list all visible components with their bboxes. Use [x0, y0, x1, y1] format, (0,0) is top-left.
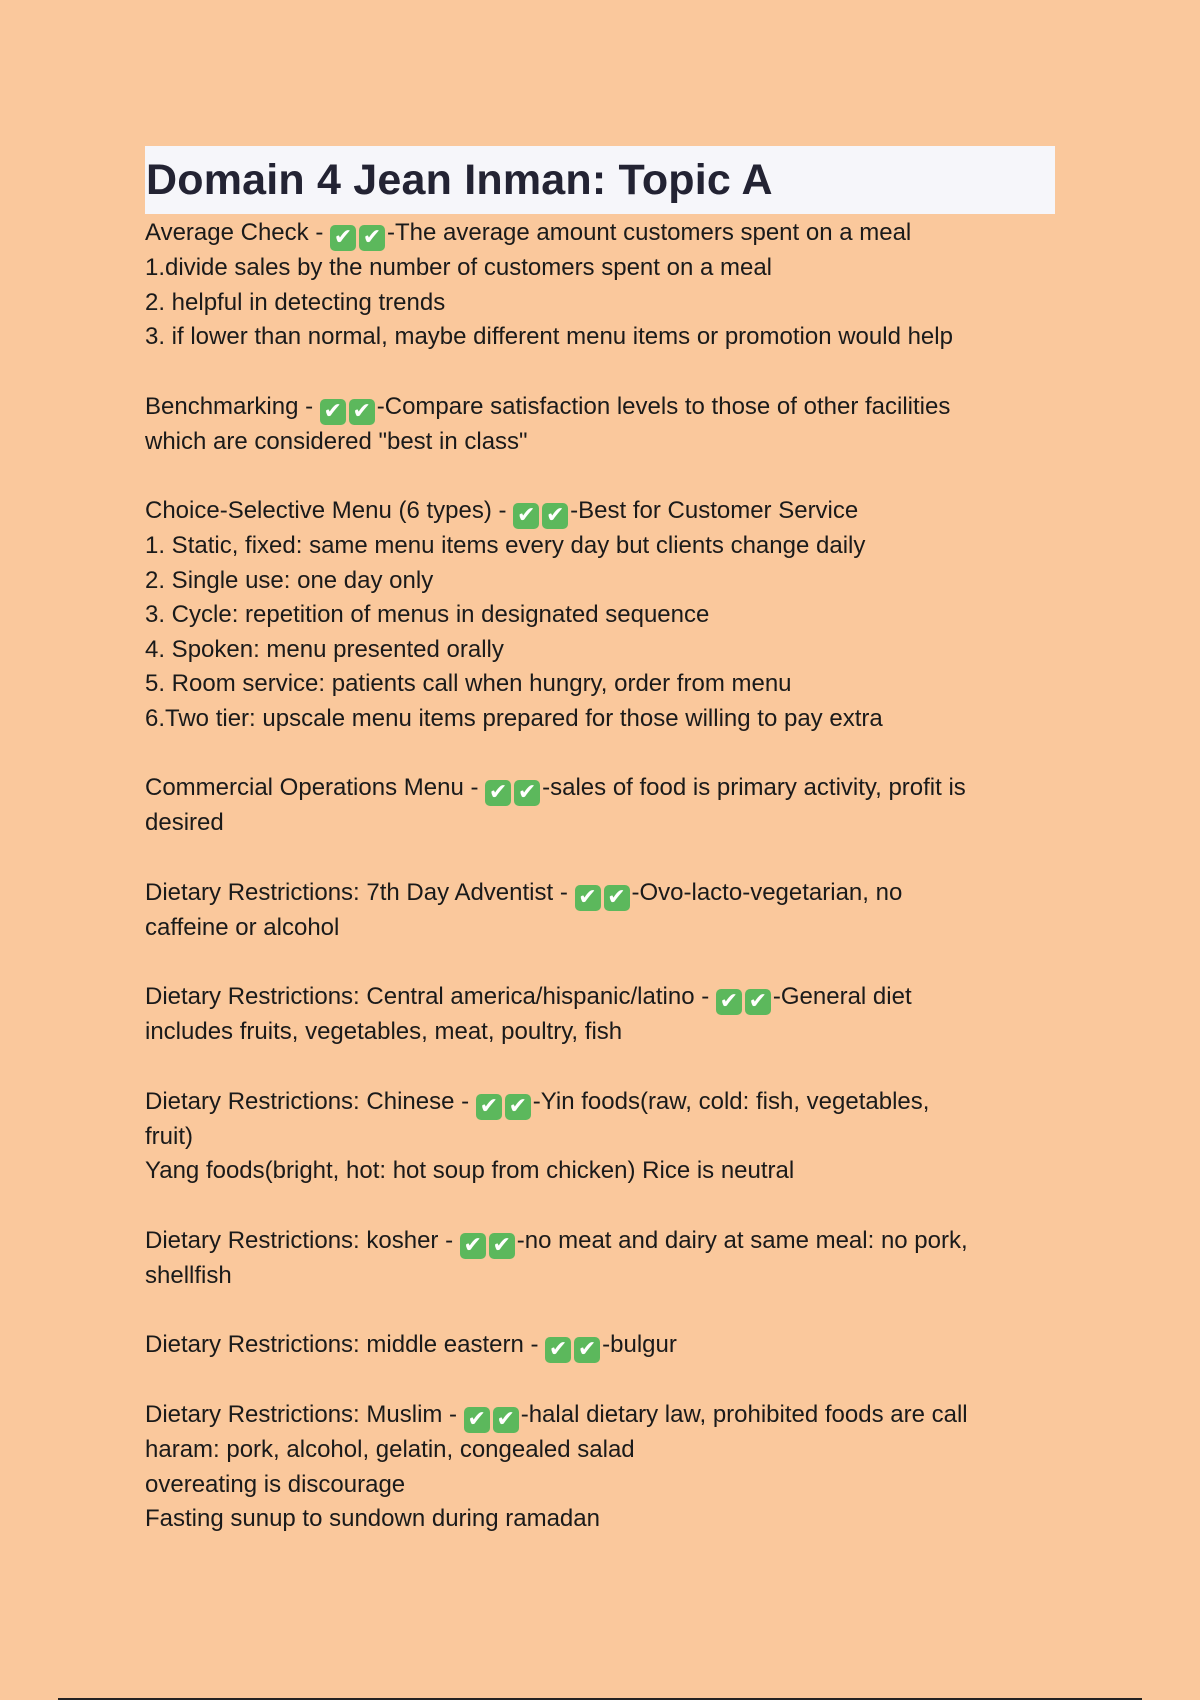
flashcard-entry — [145, 390, 1055, 460]
flashcard-entry — [145, 980, 1055, 1050]
entry-heading-line — [145, 1398, 1055, 1433]
document-body — [145, 146, 1055, 1572]
entry-heading-line — [145, 216, 1055, 251]
entry-definition: -Compare satisfaction levels to those of other facilities — [376, 392, 951, 420]
entry-definition: -Ovo-lacto-vegetarian, no — [631, 878, 903, 906]
check-mark-icon: ✔ — [513, 503, 539, 529]
entry-detail-line: 1. Static, fixed: same menu items every day but clients change daily — [145, 532, 866, 559]
entry-detail-line: overeating is discourage — [145, 1470, 406, 1498]
entry-detail-line: 3. Cycle: repetition of menus in designated sequence — [145, 601, 710, 628]
entry-detail-line: 2. Single use: one day only — [145, 566, 434, 594]
check-mark-icon: ✔ — [476, 1094, 502, 1120]
entry-heading-line — [145, 876, 1055, 911]
check-mark-icon: ✔ — [349, 399, 375, 425]
entry-term: Dietary Restrictions: kosher - — [145, 1226, 460, 1254]
entry-term: Dietary Restrictions: 7th Day Adventist - — [145, 878, 575, 906]
entry-heading-line — [145, 1224, 1055, 1259]
entry-term: Dietary Restrictions: Central america/hispanic/latino - — [145, 983, 716, 1010]
entry-heading-line — [145, 390, 1055, 425]
flashcard-entry — [145, 1328, 1055, 1363]
entry-definition: -no meat and dairy at same meal: no pork, — [516, 1226, 968, 1254]
check-mark-icon: ✔ — [330, 225, 356, 251]
flashcard-entry — [145, 1085, 1055, 1189]
entry-term: Average Check - — [145, 219, 330, 246]
flashcard-entry — [145, 216, 1055, 355]
entry-detail-line: Yang foods(bright, hot: hot soup from chicken) Rice is neutral — [145, 1157, 795, 1184]
check-mark-icon: ✔ — [464, 1407, 490, 1433]
check-mark-icon: ✔ — [545, 1337, 571, 1363]
check-mark-icon: ✔ — [542, 503, 568, 529]
check-mark-icon: ✔ — [575, 885, 601, 911]
entry-term: Dietary Restrictions: Chinese - — [145, 1087, 476, 1115]
check-mark-icon: ✔ — [574, 1337, 600, 1363]
entry-definition: -Best for Customer Service — [570, 497, 859, 524]
check-mark-icon: ✔ — [505, 1094, 531, 1120]
entry-term: Benchmarking - — [145, 392, 320, 420]
entry-detail-line: caffeine or alcohol — [145, 913, 340, 941]
entry-heading-line — [145, 494, 1055, 529]
flashcard-entry — [145, 1224, 1055, 1294]
entry-definition: -bulgur — [602, 1331, 677, 1358]
entry-heading-line — [145, 1328, 1055, 1363]
title-bar — [145, 146, 1055, 214]
entry-term: Choice-Selective Menu (6 types) - — [145, 497, 514, 524]
flashcard-entry — [145, 494, 1055, 736]
check-mark-icon: ✔ — [460, 1233, 486, 1259]
entry-term: Dietary Restrictions: Muslim - — [145, 1401, 464, 1428]
entry-detail-line: which are considered "best in class" — [145, 427, 528, 455]
page-title: Domain 4 Jean Inman: Topic A — [146, 155, 773, 204]
entry-detail-line: 6.Two tier: upscale menu items prepared for those willing to pay extra — [145, 704, 883, 732]
entry-detail-line: shellfish — [145, 1261, 232, 1289]
flashcard-list — [145, 216, 1055, 1537]
entry-heading-line — [145, 1085, 1055, 1120]
flashcard-entry — [145, 771, 1055, 841]
entry-detail-line: Fasting sunup to sundown during ramadan — [145, 1505, 600, 1532]
check-mark-icon: ✔ — [604, 885, 630, 911]
entry-definition: -sales of food is primary activity, profit is — [542, 774, 966, 801]
entry-detail-line: fruit) — [145, 1122, 193, 1150]
flashcard-entry — [145, 876, 1055, 946]
entry-term: Commercial Operations Menu - — [145, 774, 486, 801]
entry-detail-line: 4. Spoken: menu presented orally — [145, 635, 504, 663]
check-mark-icon: ✔ — [493, 1407, 519, 1433]
entry-detail-line: 5. Room service: patients call when hungry, order from menu — [145, 670, 792, 697]
entry-definition: -halal dietary law, prohibited foods are call — [520, 1401, 968, 1428]
check-mark-icon: ✔ — [514, 780, 540, 806]
entry-detail-line: 3. if lower than normal, maybe different menu items or promotion would help — [145, 323, 953, 350]
entry-detail-line: 2. helpful in detecting trends — [145, 288, 446, 316]
flashcard-entry — [145, 1398, 1055, 1537]
check-mark-icon: ✔ — [320, 399, 346, 425]
check-mark-icon: ✔ — [489, 1233, 515, 1259]
entry-detail-line: haram: pork, alcohol, gelatin, congealed salad — [145, 1436, 635, 1463]
entry-definition: -General diet — [772, 983, 912, 1010]
entry-heading-line — [145, 771, 1055, 806]
entry-term: Dietary Restrictions: middle eastern - — [145, 1331, 546, 1358]
entry-definition: -The average amount customers spent on a meal — [386, 219, 912, 246]
entry-detail-line: includes fruits, vegetables, meat, poultry, fish — [145, 1018, 623, 1045]
check-mark-icon: ✔ — [745, 989, 771, 1015]
check-mark-icon: ✔ — [359, 225, 385, 251]
check-mark-icon: ✔ — [716, 989, 742, 1015]
entry-definition: -Yin foods(raw, cold: fish, vegetables, — [532, 1087, 930, 1115]
check-mark-icon: ✔ — [485, 780, 511, 806]
entry-detail-line: desired — [145, 809, 224, 836]
entry-heading-line — [145, 980, 1055, 1015]
entry-detail-line: 1.divide sales by the number of customers spent on a meal — [145, 254, 772, 281]
